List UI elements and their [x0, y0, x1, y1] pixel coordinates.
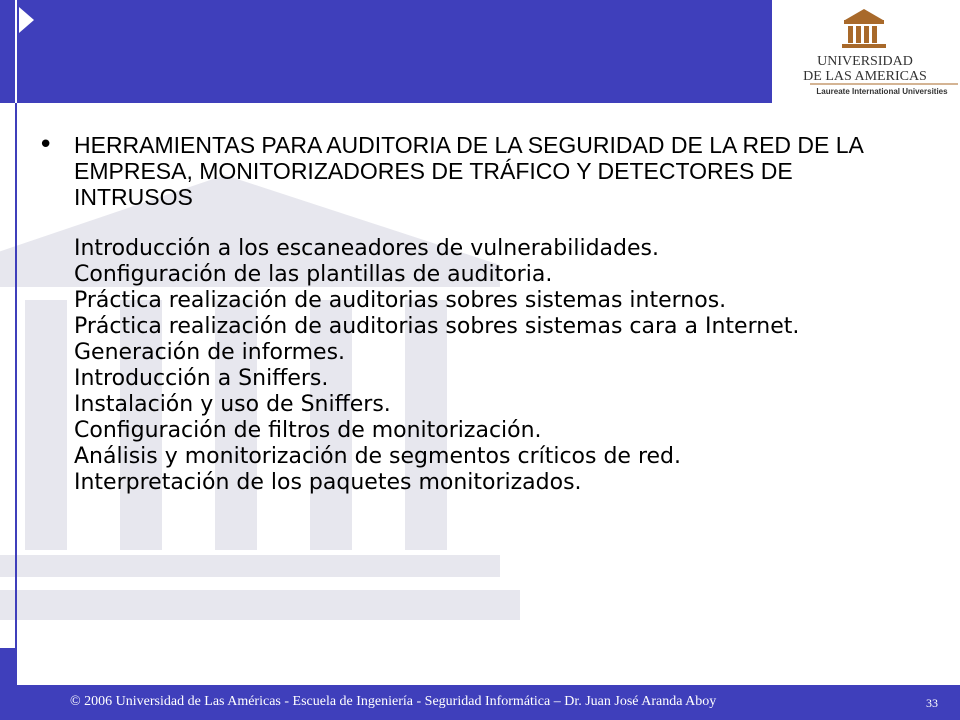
left-rule	[15, 103, 17, 685]
logo-tagline: Laureate International Universities	[816, 87, 948, 96]
bullet-body	[74, 132, 914, 496]
left-rule-top	[15, 0, 17, 103]
header-arrow-icon	[19, 7, 34, 33]
slide-heading: HERRAMIENTAS PARA AUDITORIA DE LA SEGURIDAD DE LA RED DE LA EMPRESA, MONITORIZADORES DE TRÁFICO Y DETECTORES DE INTRUSOS	[74, 132, 863, 210]
logo-line1: UNIVERSIDAD	[817, 54, 913, 69]
page-number: 33	[926, 696, 938, 710]
topic-line: Generación de informes.	[74, 340, 346, 365]
topic-line: Introducción a los escaneadores de vulnerabilidades.	[74, 236, 659, 261]
university-logo	[772, 0, 960, 103]
topic-line: Análisis y monitorización de segmentos críticos de red.	[74, 444, 682, 469]
topic-line: Práctica realización de auditorias sobres sistemas cara a Internet.	[74, 314, 800, 339]
logo-line2: DE LAS AMERICAS	[803, 69, 927, 84]
topic-line: Introducción a Sniffers.	[74, 366, 329, 391]
university-building-icon	[772, 0, 960, 103]
topic-list	[74, 236, 914, 496]
topic-line: Instalación y uso de Sniffers.	[74, 392, 391, 417]
topic-line: Práctica realización de auditorias sobres sistemas internos.	[74, 288, 727, 313]
left-accent-block	[0, 648, 15, 685]
topic-line: Interpretación de los paquetes monitorizados.	[74, 470, 582, 495]
bullet-icon: •	[38, 130, 54, 160]
slide-content	[38, 132, 918, 496]
topic-line: Configuración de filtros de monitorización.	[74, 418, 542, 443]
bullet-item	[38, 132, 918, 496]
footer-copyright: © 2006 Universidad de Las Américas - Escuela de Ingeniería - Seguridad Informática – Dr. Juan José Aranda Aboy	[70, 694, 717, 709]
topic-line: Configuración de las plantillas de auditoria.	[74, 262, 553, 287]
